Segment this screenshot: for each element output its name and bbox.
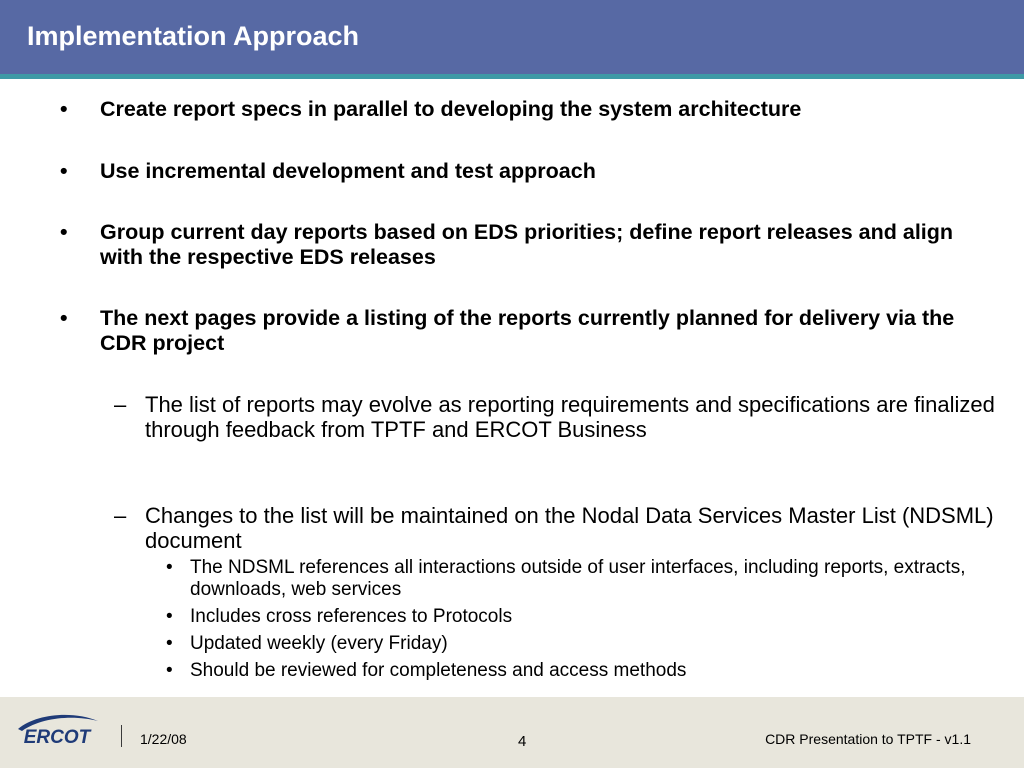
dash-marker: – (114, 503, 127, 528)
sub-bullet-text: Changes to the list will be maintained on the Nodal Data Services Master List (NDSML) document (145, 503, 994, 553)
logo-text: ERCOT (23, 727, 91, 748)
bullet-text: Use incremental development and test approach (100, 159, 596, 183)
sub-sub-bullet-text: Updated weekly (every Friday) (190, 633, 448, 654)
bullet-item (60, 159, 980, 184)
bullet-text: Create report specs in parallel to developing the system architecture (100, 97, 802, 121)
bullet-marker: • (166, 606, 173, 627)
bullet-marker: • (60, 306, 68, 330)
bullet-text: The next pages provide a listing of the reports currently planned for delivery via the CDR project (100, 306, 955, 355)
sub-bullet-text: The list of reports may evolve as reporting requirements and specifications are finalized through feedback from TPTF and ERCOT Business (145, 392, 995, 442)
sub-sub-bullet-text: The NDSML references all interactions outside of user interfaces, including reports, extracts, downloads, web services (190, 557, 966, 600)
footer-separator (121, 725, 122, 747)
page-number: 4 (518, 733, 527, 750)
sub-bullet-item (114, 503, 995, 553)
sub-sub-bullet-item (166, 606, 970, 628)
slide-title: Implementation Approach (27, 21, 360, 51)
bullet-marker: • (166, 660, 173, 681)
sub-bullet-item (114, 392, 995, 442)
bullet-text: Group current day reports based on EDS priorities; define report releases and align with the respective EDS releases (100, 220, 954, 269)
sub-sub-bullet-item (166, 660, 970, 682)
bullet-marker: • (60, 97, 68, 121)
bullet-marker: • (60, 159, 68, 183)
bullet-marker: • (166, 557, 173, 578)
bullet-item (60, 97, 980, 122)
dash-marker: – (114, 392, 127, 417)
sub-sub-bullet-text: Includes cross references to Protocols (190, 606, 513, 627)
sub-sub-bullet-text: Should be reviewed for completeness and access methods (190, 660, 687, 681)
bullet-marker: • (166, 633, 173, 654)
ercot-logo (12, 707, 102, 751)
bullet-item (60, 306, 980, 356)
bullet-marker: • (60, 220, 68, 244)
title-rule (0, 74, 1024, 79)
presentation-title: CDR Presentation to TPTF - v1.1 (765, 731, 971, 747)
sub-sub-bullet-item (166, 557, 970, 601)
footer-date: 1/22/08 (140, 731, 187, 747)
sub-sub-bullet-item (166, 633, 970, 655)
bullet-item (60, 220, 980, 270)
